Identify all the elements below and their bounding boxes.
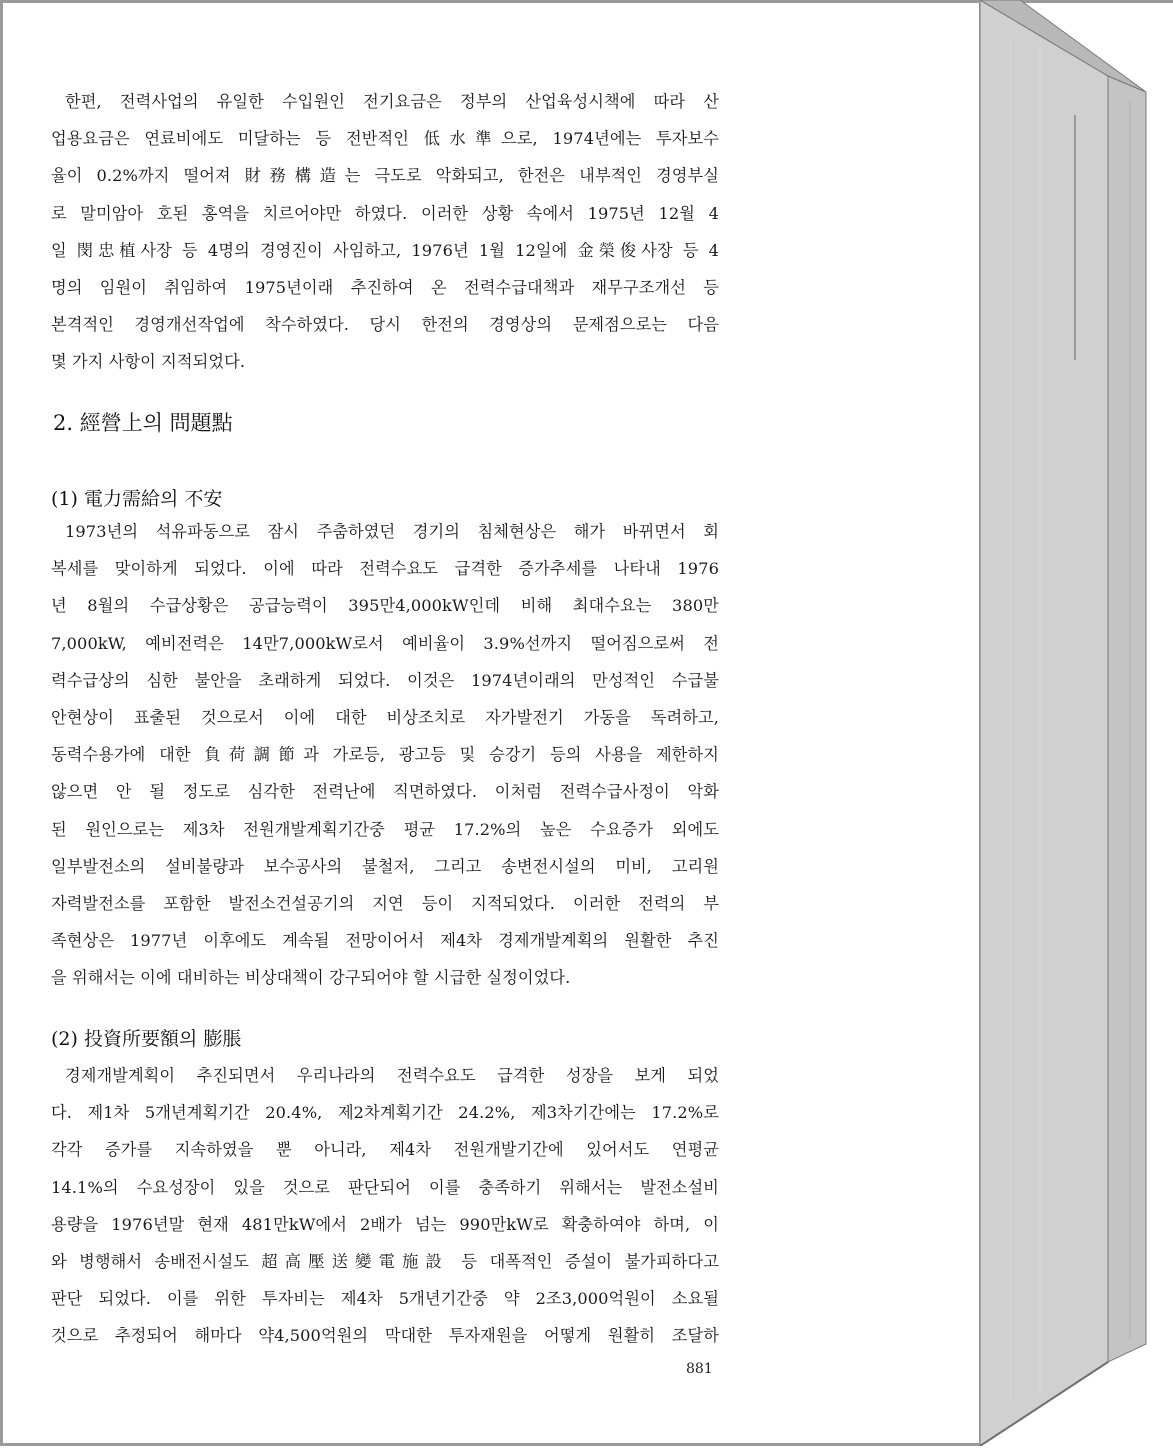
page-number: 881 — [686, 1361, 713, 1377]
text-line: 다. 제1차 5개년계획기간 20.4%, 제2차계획기간 24.2%, 제3차기간에는 17.2%로 — [51, 1103, 719, 1123]
intro-paragraph — [51, 83, 719, 381]
text-line: 율이 0.2%까지 떨어져 財務構造는 극도로 악화되고, 한전은 내부적인 경영부실 — [51, 166, 719, 186]
text-line: 일부발전소의 설비불량과 보수공사의 불철저, 그리고 송변전시설의 미비, 고리원 — [51, 856, 719, 876]
text-line: 한편, 전력사업의 유일한 수입원인 전기요금은 정부의 산업육성시책에 따라 산 — [65, 92, 719, 111]
text-line: 동력수용가에 대한 負荷調節과 가로등, 광고등 및 승강기 등의 사용을 제한하지 — [51, 745, 719, 765]
text-line: 경제개발계획이 추진되면서 우리나라의 전력수요도 급격한 성장을 보게 되었 — [65, 1066, 719, 1085]
power-supply-paragraph — [51, 513, 719, 996]
text-line: 족현상은 1977년 이후에도 계속될 전망이어서 제4차 경제개발계획의 원활한 추진 — [51, 931, 719, 951]
text-line: 14.1%의 수요성장이 있을 것으로 판단되어 이를 충족하기 위해서는 발전소설비 — [51, 1177, 719, 1197]
subsection-heading-investment: (2) 投資所要額의 膨脹 — [51, 1028, 242, 1050]
text-line: 1973년의 석유파동으로 잠시 주춤하였던 경기의 침체현상은 해가 바뀌면서 회 — [65, 522, 719, 541]
text-line: 일 閔忠植사장 등 4명의 경영진이 사임하고, 1976년 1월 12일에 金榮俊사장 등 4 — [51, 240, 719, 260]
text-line: 력수급상의 심한 불안을 초래하게 되었다. 이것은 1974년이래의 만성적인 수급불 — [51, 670, 719, 690]
investment-paragraph — [51, 1057, 719, 1355]
text-line: 업용요금은 연료비에도 미달하는 등 전반적인 低水準으로, 1974년에는 투자보수 — [51, 129, 719, 149]
text-line: 않으면 안 될 정도로 심각한 전력난에 직면하였다. 이처럼 전력수급사정이 악화 — [51, 782, 719, 802]
text-line: 복세를 맞이하게 되었다. 이에 따라 전력수요도 급격한 증가추세를 나타내 1976 — [51, 559, 719, 579]
text-line: 명의 임원이 취임하여 1975년이래 추진하여 온 전력수급대책과 재무구조개선 등 — [51, 277, 719, 297]
text-line: 된 원인으로는 제3차 전원개발계획기간중 평균 17.2%의 높은 수요증가 외에도 — [51, 819, 719, 839]
book-edge-illustration — [980, 0, 1173, 1446]
section-heading: 2. 經營上의 問題點 — [53, 411, 233, 435]
text-line: 것으로 추정되어 해마다 약4,500억원의 막대한 투자재원을 어떻게 원활히 조달하 — [51, 1326, 719, 1346]
text-line: 자력발전소를 포함한 발전소건설공기의 지연 등이 지적되었다. 이러한 전력의 부 — [51, 893, 719, 913]
text-line: 년 8월의 수급상황은 공급능력이 395만4,000kW인데 비해 최대수요는 380만 — [51, 596, 719, 616]
text-line: 본격적인 경영개선작업에 착수하였다. 당시 한전의 경영상의 문제점으로는 다음 — [51, 315, 719, 335]
subsection-heading-power-supply: (1) 電力需給의 不安 — [51, 488, 223, 510]
text-line: 을 위해서는 이에 대비하는 비상대책이 강구되어야 할 시급한 실정이었다. — [51, 968, 571, 988]
text-line: 와 병행해서 송배전시설도 超高壓送變電施設 등 대폭적인 증설이 불가피하다고 — [51, 1251, 719, 1271]
text-line: 몇 가지 사항이 지적되었다. — [51, 352, 246, 372]
book-edge — [980, 0, 1173, 1446]
text-line: 각각 증가를 지속하였을 뿐 아니라, 제4차 전원개발기간에 있어서도 연평균 — [51, 1140, 719, 1160]
text-line: 용량을 1976년말 현재 481만kW에서 2배가 넘는 990만kW로 확충하여야 하며, 이 — [51, 1214, 719, 1234]
text-line: 판단 되었다. 이를 위한 투자비는 제4차 5개년기간중 약 2조3,000억원이 소요될 — [51, 1289, 719, 1309]
text-line: 로 말미암아 호된 홍역을 치르어야만 하였다. 이러한 상황 속에서 1975년 12월 4 — [51, 203, 719, 223]
text-line: 안현상이 표출된 것으로서 이에 대한 비상조치로 자가발전기 가동을 독려하고, — [51, 707, 719, 727]
document-page — [3, 3, 980, 1446]
text-line: 7,000kW, 예비전력은 14만7,000kW로서 예비율이 3.9%선까지 떨어짐으로써 전 — [51, 633, 719, 653]
